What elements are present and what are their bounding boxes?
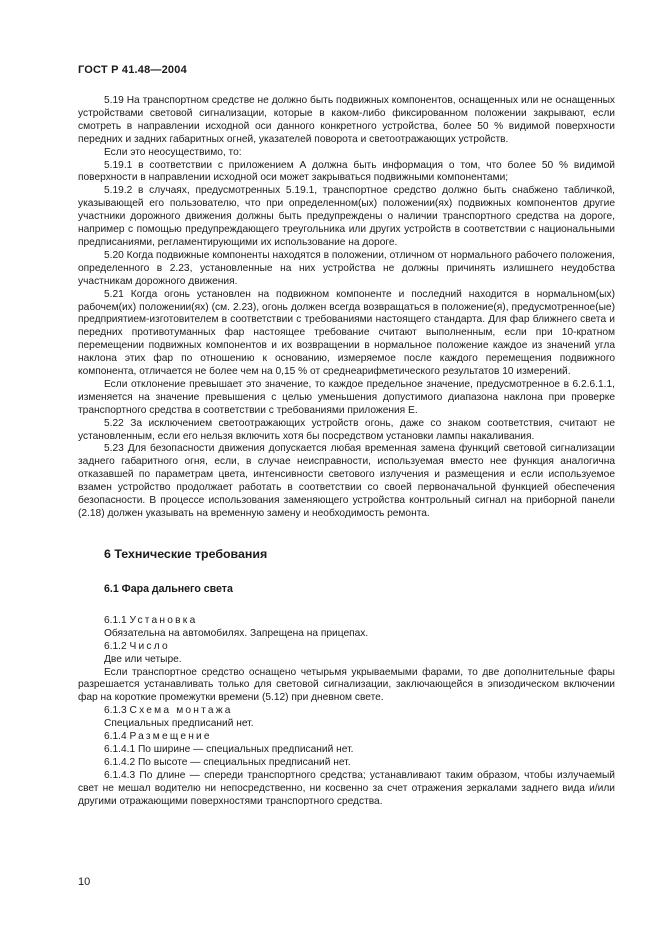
clause-6-1-4 bbox=[78, 731, 615, 744]
paragraph-5-19: 5.19 На транспортном средстве не должно быть подвижных компонентов, оснащенных или не оснащенных устройствами световой сигнализации, которые в каком-либо фиксированном положении закрывают, если смотреть в направлении исходной оси данного конкретного устройства, более 50 % видимой поверхности передних и задних габаритных огней, указателей поворота и светоотражающих устройств. bbox=[78, 95, 615, 145]
clause-6-1-3-text: Специальных предписаний нет. bbox=[104, 718, 254, 730]
clause-6-1-2-text: Две или четыре. bbox=[104, 653, 182, 665]
paragraph-5-19-2: 5.19.2 в случаях, предусмотренных 5.19.1, транспортное средство должно быть снабжено табличкой, указывающей его пользователю, что при определенном(ых) положении(ях) подвижных компонентов другие участники дорожного движения должны быть предупреждены о наличии транспортного средства на дороге, например с помощью предупреждающего треугольника или других устройств в соответствии с национальными предписаниями, регламентирующими их использование на дороге. bbox=[78, 185, 615, 248]
clause-label: Размещение bbox=[129, 731, 212, 743]
clause-6-1-4-2: 6.1.4.2 По высоте — специальных предписаний нет. bbox=[104, 756, 351, 768]
clause-label: Схема монтажа bbox=[129, 705, 233, 717]
clause-label: Установка bbox=[129, 614, 198, 626]
clause-6-1-4-1: 6.1.4.1 По ширине — специальных предписаний нет. bbox=[104, 743, 354, 755]
clause-label: Число bbox=[129, 640, 170, 652]
page-body bbox=[78, 95, 615, 809]
clause-6-1-3 bbox=[78, 705, 615, 718]
paragraph-5-21: 5.21 Когда огонь установлен на подвижном компоненте и последний находится в нормальном(ых) рабочем(их) положении(ях) (см. 2.23), огонь должен всегда возвращаться в положение(я), предусмотренное(ые) предприятием-изготовителем в соответствии с требованиями настоящего стандарта. Для фар ближнего света и передних противотуманных фар настоящее требование считают выполненным, если при 10-кратном перемещении подвижных компонентов и их возвращении в нормальное положение каждое из значений угла наклона этих фар по отношению к основанию, измеряемое после каждого перемещения подвижного компонента, отличается не более чем на 0,15 % от среднеарифметического результатов 10 измерений. bbox=[78, 288, 615, 378]
clause-number: 6.1.2 bbox=[104, 640, 127, 652]
paragraph-5-23: 5.23 Для безопасности движения допускается любая временная замена функций световой сигнализации заднего габаритного огня, если, в случае неисправности, используемая вместо нее функция аналогична отказавшей по параметрам цвета, интенсивности светового излучения и размещения и если используемое взамен устройство продолжает работать в соответствии со своей первоначальной функцией обеспечения безопасности. В процессе использования заменяющего устройства контрольный сигнал на приборной панели (2.18) должен указывать на временную замену и необходимость ремонта. bbox=[78, 443, 615, 519]
paragraph-5-19-1: 5.19.1 в соответствии с приложением А должна быть информация о том, что более 50 % видимой поверхности в направлении исходной оси может закрываться подвижными компонентами; bbox=[78, 159, 615, 184]
spacer bbox=[78, 596, 615, 615]
clause-number: 6.1.1 bbox=[104, 614, 127, 626]
subsection-6-1-heading: 6.1 Фара дальнего света bbox=[104, 582, 233, 595]
clause-6-1-4-3: 6.1.4.3 По длине — спереди транспортного средства; устанавливают таким образом, чтобы излучаемый свет не мешал водителю ни непосредственно, ни косвенно за счет отражения зеркалами заднего вида и/или другими отражающими поверхностями транспортного средства. bbox=[78, 769, 615, 807]
clause-6-1-1 bbox=[78, 615, 615, 628]
paragraph-deviation: Если отклонение превышает это значение, то каждое предельное значение, предусмотренное в 6.2.6.1.1, изменяется на значение превышения с целью уменьшения допустимого диапазона наклона при проверке транспортного средства в соответствии с требованиями приложения Е. bbox=[78, 378, 615, 416]
section-6-heading: 6 Технические требования bbox=[104, 546, 268, 561]
page-number: 10 bbox=[78, 876, 91, 888]
paragraph-5-20: 5.20 Когда подвижные компоненты находятся в положении, отличном от нормального рабочего положения, определенного в 2.23, установленные на них устройства не должны причинять излишнего неудобства участникам дорожного движения. bbox=[78, 249, 615, 287]
clause-number: 6.1.3 bbox=[104, 705, 127, 717]
clause-number: 6.1.4 bbox=[104, 731, 127, 743]
paragraph-5-22: 5.22 За исключением светоотражающих устройств огонь, даже со знаком соответствия, считают не установленным, если его нельзя включить хотя бы посредством установки лампы накаливания. bbox=[78, 417, 615, 442]
clause-6-1-2 bbox=[78, 641, 615, 654]
paragraph-if-not: Если это неосуществимо, то: bbox=[104, 146, 242, 158]
clause-6-1-1-text: Обязательна на автомобилях. Запрещена на прицепах. bbox=[104, 627, 369, 639]
document-header: ГОСТ Р 41.48—2004 bbox=[78, 64, 187, 76]
clause-6-1-2-note: Если транспортное средство оснащено четырьмя укрываемыми фарами, то две дополнительные фары разрешается устанавливать только для световой сигнализации, заключающейся в эпизодическом включении фар на короткие промежутки времени (5.12) при дневном свете. bbox=[78, 666, 615, 704]
